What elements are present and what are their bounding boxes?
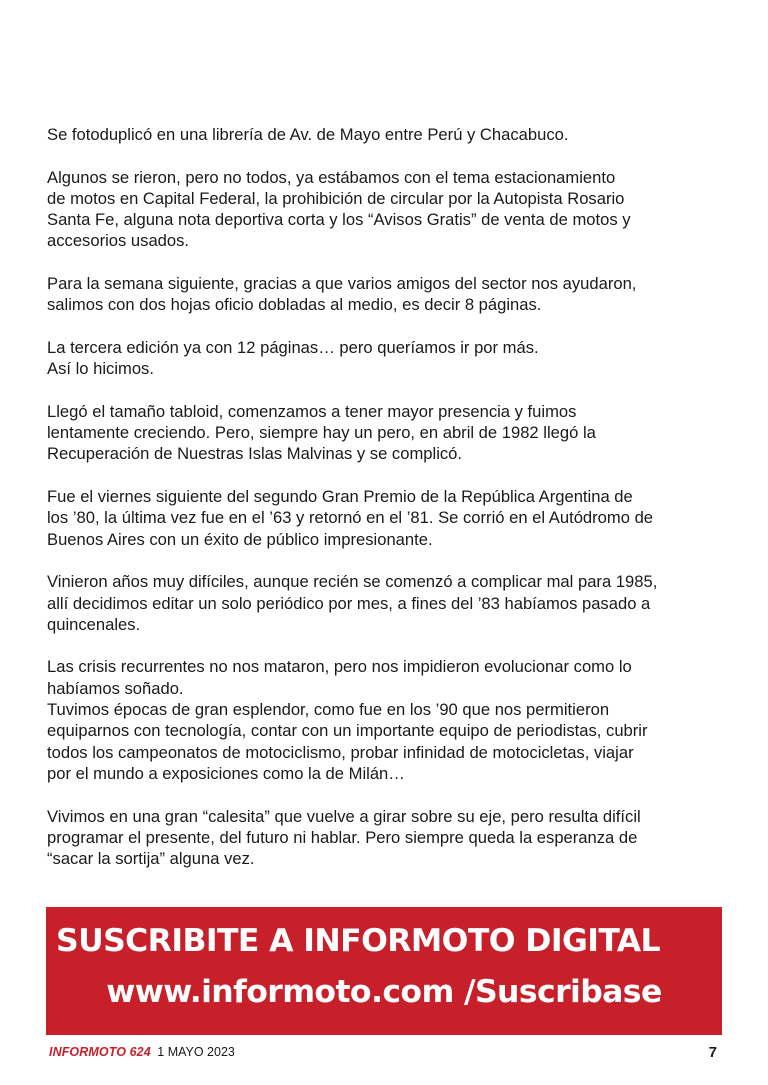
article-paragraph: Algunos se rieron, pero no todos, ya estábamos con el tema estacionamiento de motos en Capital Federal, la prohibición de circular por la Autopista Rosario Santa Fe, alguna nota deportiva corta y los “Avisos Gratis” de venta de motos y accesorios usados. xyxy=(47,167,631,251)
article-paragraph: La tercera edición ya con 12 páginas… pero queríamos ir por más. Así lo hicimos. xyxy=(47,337,539,379)
article-paragraph: Vivimos en una gran “calesita” que vuelve a girar sobre su eje, pero resulta difícil programar el presente, del futuro ni hablar. Pero siempre queda la esperanza de “sacar la sortija” alguna vez. xyxy=(47,806,641,869)
article-paragraph: Se fotoduplicó en una librería de Av. de Mayo entre Perú y Chacabuco. xyxy=(47,125,569,144)
page-footer xyxy=(49,1045,719,1063)
article-paragraph: Llegó el tamaño tabloid, comenzamos a tener mayor presencia y fuimos lentamente creciendo. Pero, siempre hay un pero, en abril de 1982 llegó la Recuperación de Nuestras Islas Malvinas y se complicó. xyxy=(47,401,596,464)
subscribe-banner-headline: SUSCRIBITE A INFORMOTO DIGITAL xyxy=(56,923,661,959)
article-paragraph: Para la semana siguiente, gracias a que varios amigos del sector nos ayudaron, salimos con dos hojas oficio dobladas al medio, es decir 8 páginas. xyxy=(47,274,637,315)
subscribe-banner-url[interactable]: www.informoto.com /Suscribase xyxy=(106,974,662,1010)
footer-date: 1 MAYO 2023 xyxy=(157,1045,235,1059)
article-paragraph: Fue el viernes siguiente del segundo Gran Premio de la República Argentina de los ’80, la última vez fue en el ’63 y retornó en el ’81. Se corrió en el Autódromo de Buenos Aires con un éxito de público impresionante. xyxy=(47,487,654,549)
article-body xyxy=(47,124,737,891)
page-number: 7 xyxy=(708,1044,717,1061)
article-paragraph: Vinieron años muy difíciles, aunque recién se comenzó a complicar mal para 1985, allí decidimos editar un solo periódico por mes, a fines del ’83 habíamos pasado a quincenales. xyxy=(47,572,658,634)
footer-brand: INFORMOTO 624 xyxy=(49,1045,151,1059)
article-paragraph: Las crisis recurrentes no nos mataron, pero nos impidieron evolucionar como lo habíamos soñado. Tuvimos épocas de gran esplendor, como fue en los ’90 que nos permitieron equiparnos con tecnología, contar con un importante equipo de periodistas, cubrir todos los campeonatos de motociclismo, probar infinidad de motocicletas, viajar por el mundo a exposiciones como la de Milán… xyxy=(47,657,648,783)
subscribe-banner[interactable] xyxy=(46,907,722,1035)
